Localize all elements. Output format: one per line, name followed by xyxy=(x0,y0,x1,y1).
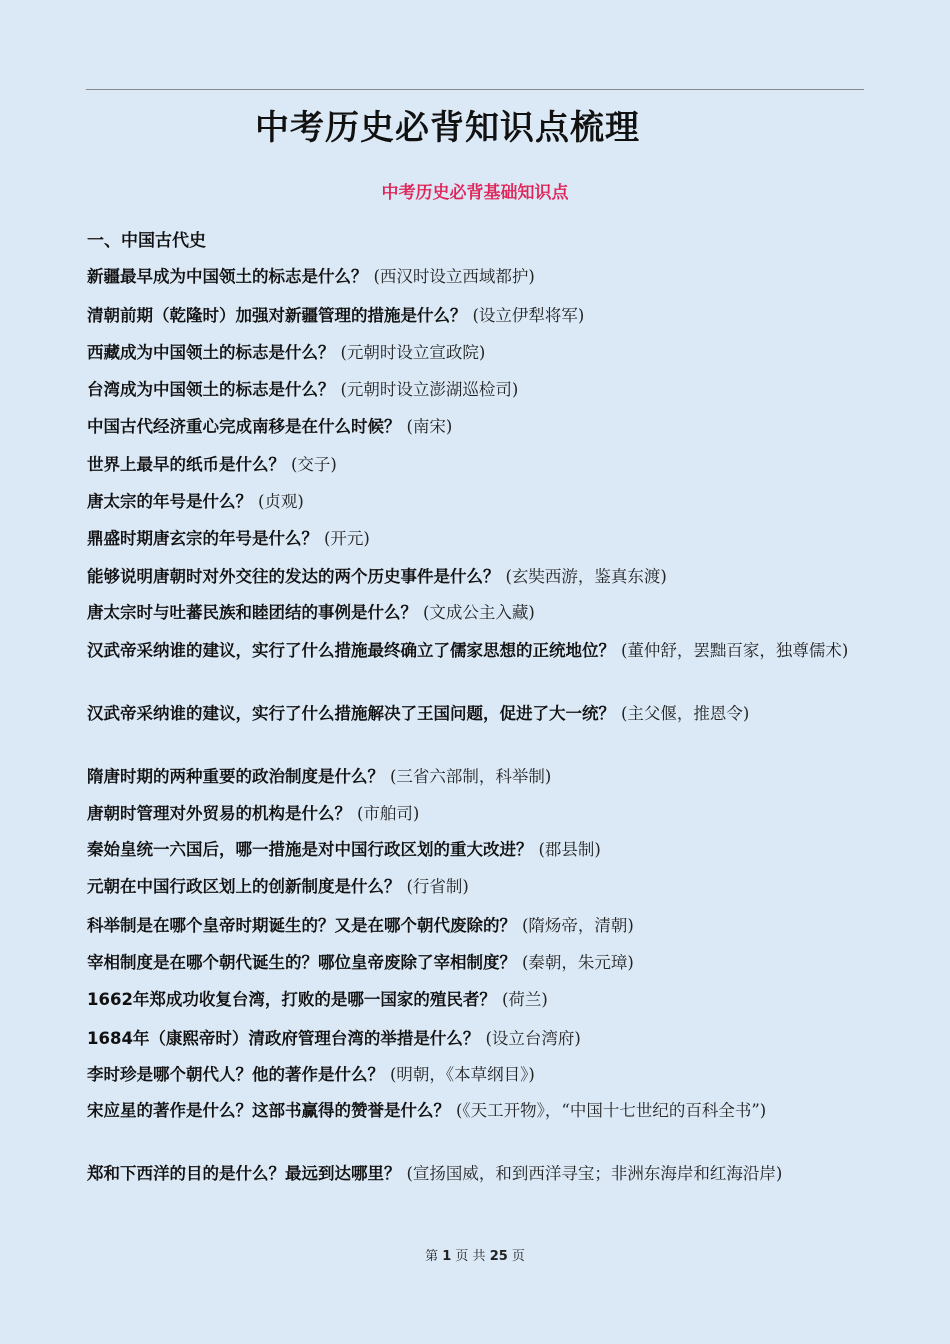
footer-middle: 页 共 xyxy=(455,1249,486,1264)
page-title: 中考历史必背知识点梳理 xyxy=(255,108,640,148)
answer-text: (宣扬国威，和到西洋寻宝；非洲东海岸和红海沿岸) xyxy=(406,1164,783,1183)
question-text: 唐太宗的年号是什么？ xyxy=(87,492,252,511)
qa-item xyxy=(87,802,862,826)
qa-item xyxy=(87,951,862,975)
footer-total-pages: 25 xyxy=(489,1249,508,1264)
answer-text: (行省制) xyxy=(406,877,469,896)
question-text: 西藏成为中国领土的标志是什么？ xyxy=(87,343,335,362)
answer-text: (设立台湾府) xyxy=(485,1029,581,1048)
answer-text: (西汉时设立西域都护) xyxy=(373,267,535,286)
answer-text: (市舶司) xyxy=(357,804,420,823)
question-text: 郑和下西洋的目的是什么？最远到达哪里？ xyxy=(87,1164,401,1183)
qa-item xyxy=(87,601,862,625)
answer-text: (董仲舒，罢黜百家，独尊儒术) xyxy=(621,641,849,660)
answer-text: (开元) xyxy=(324,529,370,548)
qa-item xyxy=(87,265,862,289)
question-text: 唐太宗时与吐蕃民族和睦团结的事例是什么？ xyxy=(87,603,417,622)
answer-text: (南宋) xyxy=(406,417,453,436)
question-text: 1684年（康熙帝时）清政府管理台湾的举措是什么？ xyxy=(87,1029,480,1048)
answer-text: (元朝时设立宣政院) xyxy=(340,343,486,362)
question-text: 1662年郑成功收复台湾，打败的是哪一国家的殖民者？ xyxy=(87,990,496,1009)
qa-item xyxy=(87,378,862,402)
qa-item xyxy=(87,988,862,1012)
answer-text: (三省六部制，科举制) xyxy=(390,767,552,786)
qa-item xyxy=(87,1162,862,1186)
question-text: 宰相制度是在哪个朝代诞生的？哪位皇帝废除了宰相制度？ xyxy=(87,953,516,972)
footer-prefix: 第 xyxy=(425,1249,439,1264)
qa-item xyxy=(87,639,862,663)
question-text: 唐朝时管理对外贸易的机构是什么？ xyxy=(87,804,351,823)
qa-item xyxy=(87,838,862,862)
question-text: 宋应星的著作是什么？这部书赢得的赞誉是什么？ xyxy=(87,1101,450,1120)
question-text: 科举制是在哪个皇帝时期诞生的？又是在哪个朝代废除的？ xyxy=(87,916,516,935)
qa-item xyxy=(87,304,862,328)
question-text: 隋唐时期的两种重要的政治制度是什么？ xyxy=(87,767,384,786)
question-text: 世界上最早的纸币是什么？ xyxy=(87,455,285,474)
question-text: 清朝前期（乾隆时）加强对新疆管理的措施是什么？ xyxy=(87,306,467,325)
footer-page-number: 1 xyxy=(442,1249,452,1264)
answer-text: (贞观) xyxy=(258,492,304,511)
question-text: 元朝在中国行政区划上的创新制度是什么？ xyxy=(87,877,401,896)
answer-text: (交子) xyxy=(291,455,337,474)
qa-item xyxy=(87,565,862,589)
question-text: 中国古代经济重心完成南移是在什么时候？ xyxy=(87,417,401,436)
qa-item xyxy=(87,765,862,789)
question-text: 汉武帝采纳谁的建议，实行了什么措施解决了王国问题，促进了大一统？ xyxy=(87,704,615,723)
answer-text: (明朝，《本草纲目》) xyxy=(390,1065,535,1084)
qa-item xyxy=(87,914,862,938)
answer-text: (秦朝，朱元璋) xyxy=(522,953,634,972)
page-footer xyxy=(0,1247,950,1267)
answer-text: (主父偃，推恩令) xyxy=(621,704,750,723)
qa-item xyxy=(87,875,862,899)
answer-text: (元朝时设立澎湖巡检司) xyxy=(340,380,519,399)
answer-text: (文成公主入藏) xyxy=(423,603,535,622)
page-subtitle: 中考历史必背基础知识点 xyxy=(381,183,569,203)
question-text: 新疆最早成为中国领土的标志是什么？ xyxy=(87,267,368,286)
qa-item xyxy=(87,415,862,439)
question-text: 汉武帝采纳谁的建议，实行了什么措施最终确立了儒家思想的正统地位？ xyxy=(87,641,615,660)
answer-text: (设立伊犁将军) xyxy=(472,306,585,325)
qa-item xyxy=(87,1099,862,1123)
question-text: 台湾成为中国领土的标志是什么？ xyxy=(87,380,335,399)
qa-item xyxy=(87,702,862,726)
footer-suffix: 页 xyxy=(511,1249,525,1264)
section-heading: 一、中国古代史 xyxy=(87,231,206,251)
answer-text: (荷兰) xyxy=(501,990,548,1009)
question-text: 秦始皇统一六国后，哪一措施是对中国行政区划的重大改进？ xyxy=(87,840,533,859)
answer-text: (隋炀帝，清朝) xyxy=(522,916,634,935)
answer-text: (郡县制) xyxy=(538,840,601,859)
header-rule xyxy=(86,89,864,90)
answer-text: (《天工开物》，“中国十七世纪的百科全书”) xyxy=(456,1101,767,1120)
qa-item xyxy=(87,1027,862,1051)
question-text: 能够说明唐朝时对外交往的发达的两个历史事件是什么？ xyxy=(87,567,500,586)
question-text: 李时珍是哪个朝代人？他的著作是什么？ xyxy=(87,1065,384,1084)
qa-item xyxy=(87,1063,862,1087)
qa-item xyxy=(87,490,862,514)
answer-text: (玄奘西游，鉴真东渡) xyxy=(505,567,667,586)
qa-item xyxy=(87,341,862,365)
question-text: 鼎盛时期唐玄宗的年号是什么？ xyxy=(87,529,318,548)
qa-item xyxy=(87,527,862,551)
qa-item xyxy=(87,453,862,477)
